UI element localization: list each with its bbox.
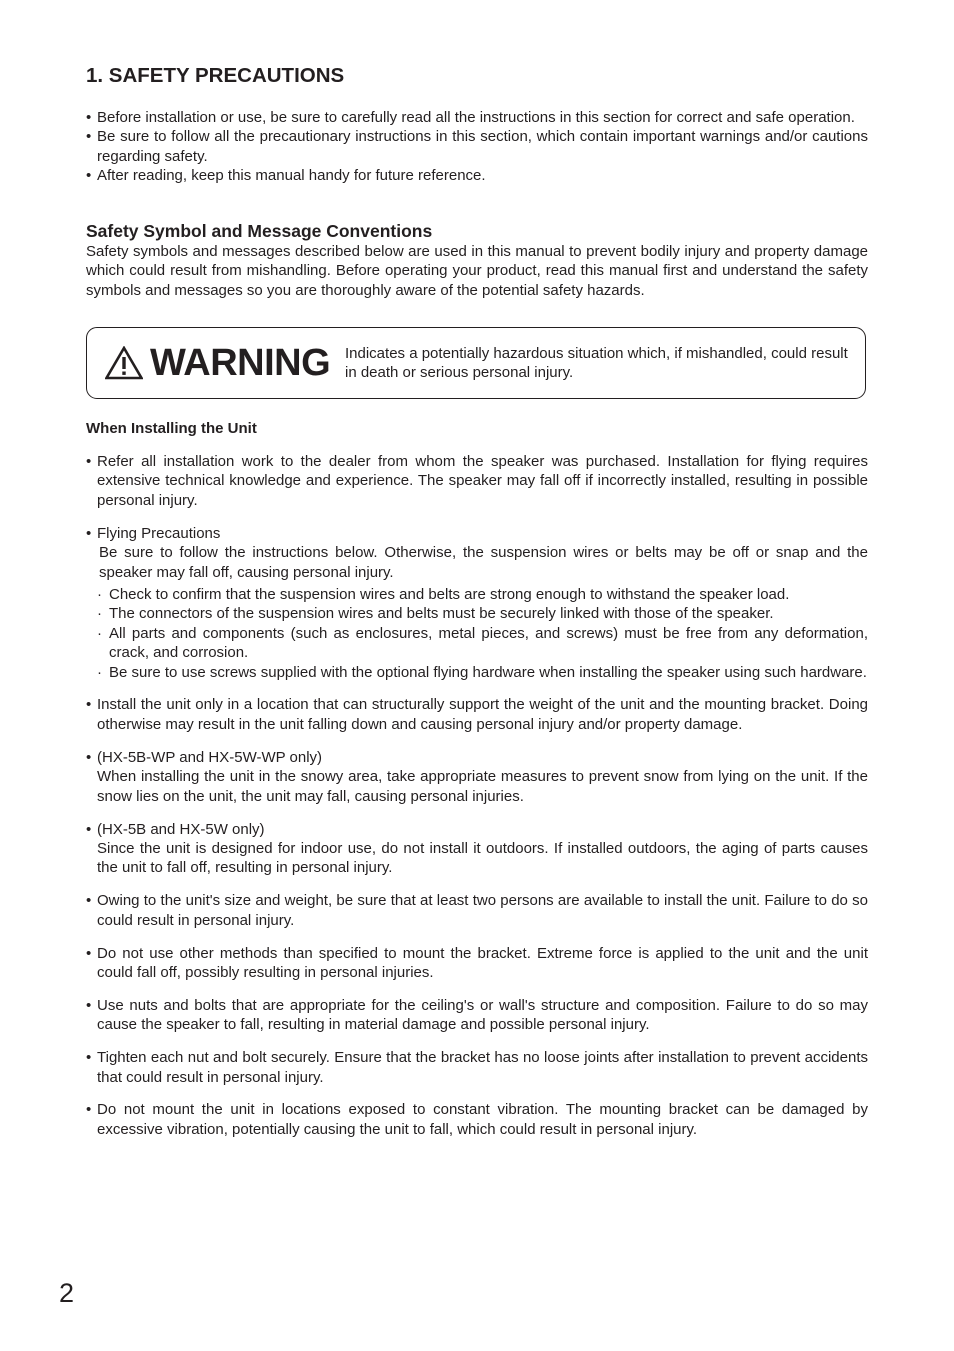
snow-text: When installing the unit in the snowy area, take appropriate measures to prevent snow from lying on the unit. If the snow lies on the unit, the unit may fall, causing personal injuries. [97, 768, 868, 805]
conventions-text: Safety symbols and messages described below are used in this manual to prevent bodily injury and property damage which could result from mishandling. Before operating your product, read this manual first and understand the safety symbols and messages so you are thoroughly aware of the potential safety hazards. [86, 243, 868, 299]
list-item: • Install the unit only in a location that can structurally support the weight of the unit and the mounting bracket. Doing otherwise may result in the unit falling down and causing personal injury and/or property damage. [86, 695, 868, 734]
indoor-text: Since the unit is designed for indoor use, do not install it outdoors. If installed outdoors, the aging of parts causes the unit to fall off, resulting in personal injury. [97, 839, 868, 877]
list-item: • Do not mount the unit in locations exposed to constant vibration. The mounting bracket can be damaged by excessive vibration, potentially causing the unit to fall, which could result in personal injury. [86, 1100, 868, 1139]
flying-subitem: · All parts and components (such as enclosures, metal pieces, and screws) must be free from any deformation, crack, and corrosion. [86, 624, 868, 663]
list-item: • Refer all installation work to the dealer from whom the speaker was purchased. Installation for flying requires extensive technical knowledge and experience. The speaker may fall off if incorrectly installed, resulting in possible personal injury. [86, 452, 868, 510]
list-item-indoor [86, 820, 868, 878]
snow-title: • (HX-5B-WP and HX-5W-WP only) [97, 748, 323, 766]
flying-text: Be sure to follow the instructions below. Otherwise, the suspension wires or belts may be off or snap and the speaker may fall off, causing personal injury. [99, 544, 868, 581]
flying-subitem: · Be sure to use screws supplied with the optional flying hardware when installing the speaker using such hardware. [86, 663, 868, 682]
flying-subitem: · Check to confirm that the suspension wires and belts are strong enough to withstand the speaker load. [86, 585, 868, 604]
warning-triangle-icon [105, 346, 143, 380]
installing-list [86, 452, 868, 1139]
list-item-flying [86, 524, 868, 543]
intro-bullets [86, 108, 868, 186]
warning-word: WARNING [150, 342, 331, 384]
list-item: • Use nuts and bolts that are appropriate for the ceiling's or wall's structure and composition. Failure to do so may cause the speaker to fall, resulting in material damage and possible personal injury. [86, 996, 868, 1035]
section-heading: 1. SAFETY PRECAUTIONS [86, 64, 345, 87]
flying-title: • Flying Precautions [97, 524, 221, 542]
warning-box [86, 327, 866, 399]
list-item-snow [86, 748, 868, 806]
intro-bullet: • After reading, keep this manual handy for future reference. [86, 166, 868, 185]
installing-title: When Installing the Unit [86, 420, 257, 437]
list-item: • Owing to the unit's size and weight, be sure that at least two persons are available to install the unit. Failure to do so could result in personal injury. [86, 891, 868, 930]
page-number: 2 [59, 1278, 75, 1308]
indoor-title: • (HX-5B and HX-5W only) [97, 820, 265, 838]
conventions-title: Safety Symbol and Message Conventions [86, 221, 433, 241]
intro-bullet: • Before installation or use, be sure to carefully read all the instructions in this section for correct and safe operation. [86, 108, 868, 127]
intro-bullet: • Be sure to follow all the precautionary instructions in this section, which contain important warnings and/or cautions regarding safety. [86, 127, 868, 166]
list-item: • Tighten each nut and bolt securely. Ensure that the bracket has no loose joints after installation to prevent accidents that could result in personal injury. [86, 1048, 868, 1087]
list-item: • Do not use other methods than specified to mount the bracket. Extreme force is applied to the unit and the unit could fall off, possibly resulting in personal injuries. [86, 944, 868, 983]
warning-description: Indicates a potentially hazardous situation which, if mishandled, could result in death or serious personal injury. [345, 345, 848, 382]
warning-label [105, 342, 330, 384]
flying-subitem: · The connectors of the suspension wires and belts must be securely linked with those of the speaker. [86, 604, 868, 623]
